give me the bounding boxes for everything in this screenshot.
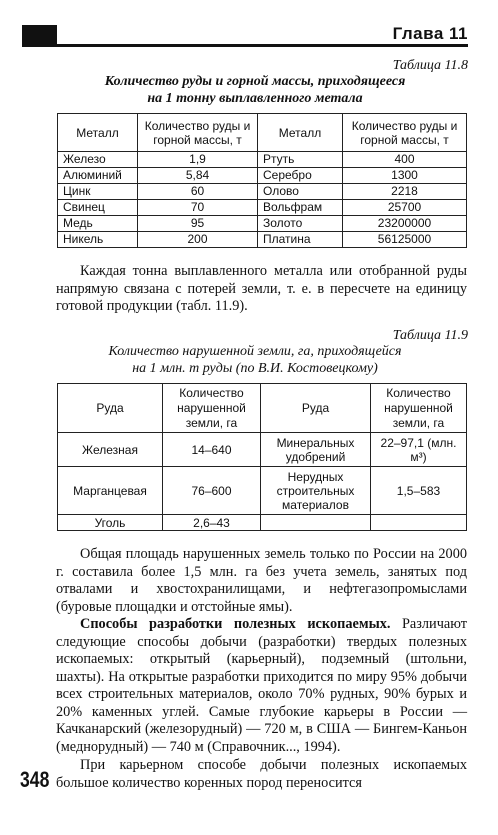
amount-cell: 200	[138, 232, 258, 248]
paragraph-3-heading: Способы разработки полезных ископаемых.	[80, 616, 391, 632]
ore-cell: Железная	[58, 433, 163, 467]
table-row	[58, 200, 467, 216]
metal-cell: Ртуть	[258, 152, 343, 168]
table-row	[58, 184, 467, 200]
amount-cell: 400	[343, 152, 467, 168]
table1-number: Таблица 11.8	[392, 58, 468, 73]
table2-header: Количество нарушенной земли, га	[371, 384, 467, 433]
paragraph-2: Общая площадь нарушенных земель только по России на 2000 г. составила более 1,5 млн. га без учета земель, занятых под отвалами и хвостохранилищами, и нефтегазопромыслами (буровые площадки и отстойные ямы).	[56, 546, 467, 615]
table-row	[58, 232, 467, 248]
metal-cell: Серебро	[258, 168, 343, 184]
table1-header: Количество руды и горной массы, т	[343, 114, 467, 152]
header-black-block	[22, 25, 57, 45]
ore-cell	[261, 515, 371, 531]
table2	[57, 383, 467, 531]
amount-cell: 5,84	[138, 168, 258, 184]
table-row	[58, 467, 467, 515]
table2-caption	[40, 343, 470, 377]
ore-cell: Минеральных удобрений	[261, 433, 371, 467]
table-row	[58, 216, 467, 232]
table-row	[58, 515, 467, 531]
table1-header: Металл	[258, 114, 343, 152]
amount-cell: 56125000	[343, 232, 467, 248]
paragraph-1: Каждая тонна выплавленного металла или отобранной руды напрямую связана с потерей земли, т. е. в пересчете на единицу готовой продукции (табл. 11.9).	[56, 263, 467, 314]
amount-cell: 23200000	[343, 216, 467, 232]
table2-header-row	[58, 384, 467, 433]
metal-cell: Цинк	[58, 184, 138, 200]
amount-cell: 1300	[343, 168, 467, 184]
amount-cell: 2218	[343, 184, 467, 200]
area-cell	[371, 515, 467, 531]
ore-cell: Марганцевая	[58, 467, 163, 515]
amount-cell: 70	[138, 200, 258, 216]
table2-header: Руда	[58, 384, 163, 433]
table1-caption	[40, 73, 470, 107]
table1-caption-line2: на 1 тонну выплавленного метала	[147, 91, 363, 106]
area-cell: 2,6–43	[163, 515, 261, 531]
metal-cell: Олово	[258, 184, 343, 200]
chapter-title: Глава 11	[392, 24, 468, 43]
paragraph-4: При карьерном способе добычи полезных ископаемых большое количество коренных пород переносится	[56, 757, 467, 791]
table2-caption-line2: на 1 млн. т руды (по В.И. Костовецкому)	[132, 361, 378, 376]
paragraph-3	[56, 616, 467, 756]
table2-header: Руда	[261, 384, 371, 433]
table-row	[58, 152, 467, 168]
metal-cell: Никель	[58, 232, 138, 248]
metal-cell: Алюминий	[58, 168, 138, 184]
area-cell: 14–640	[163, 433, 261, 467]
table-row	[58, 433, 467, 467]
metal-cell: Платина	[258, 232, 343, 248]
table1-caption-line1: Количество руды и горной массы, приходящееся	[104, 74, 406, 89]
area-cell: 22–97,1 (млн. м³)	[371, 433, 467, 467]
amount-cell: 60	[138, 184, 258, 200]
paragraph-3-text: Различают следующие способы добычи (разработки) твердых полезных ископаемых: открытый (карьерный), подземный (штольни, шахты). На открытые разработки приходится по миру 95% добычи всех строительных материалов, около 70% рудных, 90% бурых и 20% каменных углей. Самые глубокие карьеры в России — Качканарский (железорудный) — 720 м, в США — Бингем-Каньон (меднорудный) — 740 м (Справочник..., 1994).	[56, 616, 467, 755]
metal-cell: Золото	[258, 216, 343, 232]
area-cell: 1,5–583	[371, 467, 467, 515]
table1	[57, 113, 467, 248]
table2-header: Количество нарушенной земли, га	[163, 384, 261, 433]
metal-cell: Свинец	[58, 200, 138, 216]
page-number: 348	[20, 767, 50, 792]
table1-header-row	[58, 114, 467, 152]
table-row	[58, 168, 467, 184]
ore-cell: Уголь	[58, 515, 163, 531]
metal-cell: Вольфрам	[258, 200, 343, 216]
metal-cell: Медь	[58, 216, 138, 232]
table2-number: Таблица 11.9	[392, 328, 468, 343]
table1-header: Металл	[58, 114, 138, 152]
amount-cell: 25700	[343, 200, 467, 216]
amount-cell: 95	[138, 216, 258, 232]
table1-header: Количество руды и горной массы, т	[138, 114, 258, 152]
ore-cell: Нерудных строительных материалов	[261, 467, 371, 515]
amount-cell: 1,9	[138, 152, 258, 168]
metal-cell: Железо	[58, 152, 138, 168]
table2-caption-line1: Количество нарушенной земли, га, приходящейся	[108, 344, 402, 359]
header-rule	[22, 44, 468, 47]
area-cell: 76–600	[163, 467, 261, 515]
